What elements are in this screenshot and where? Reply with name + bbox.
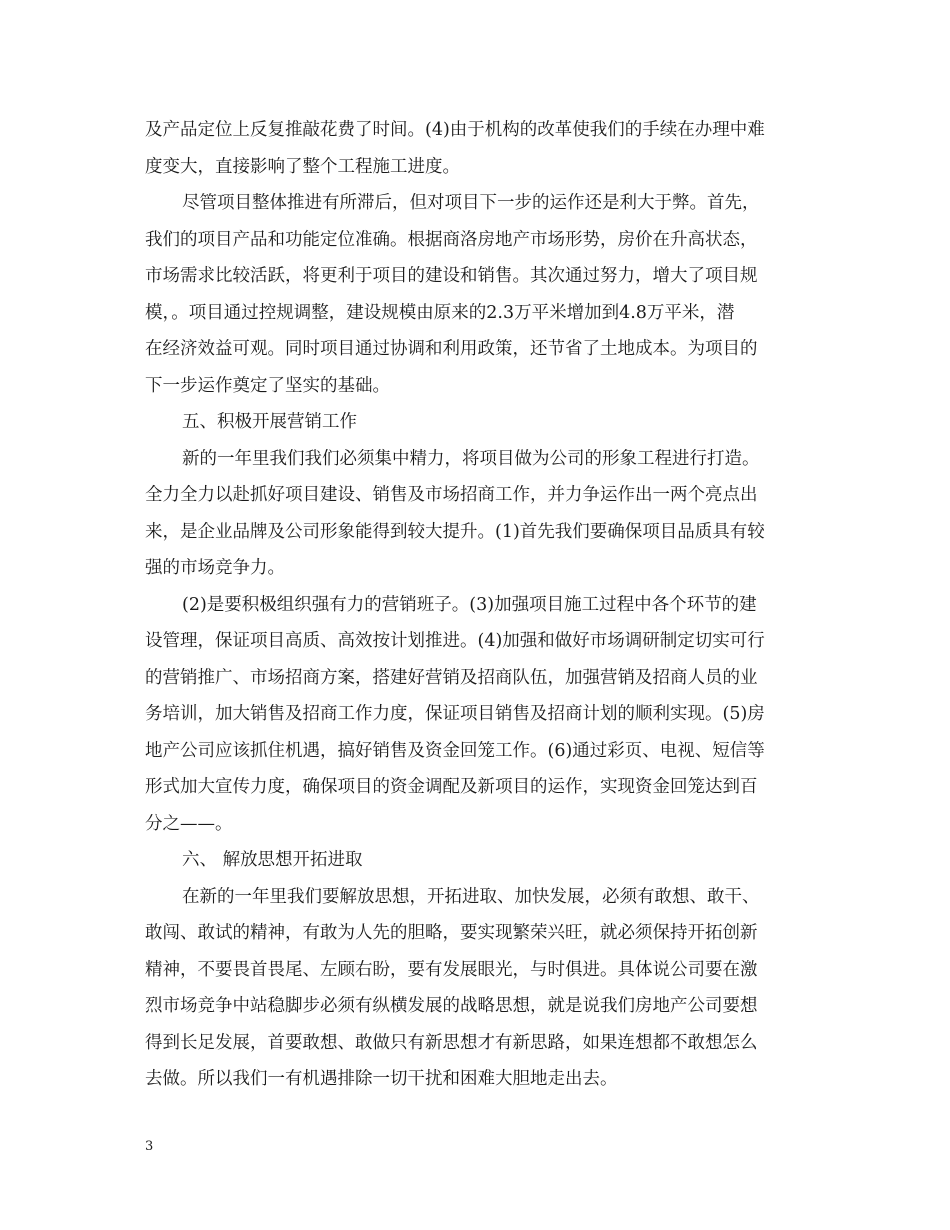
text-line: 形式加大宣传力度，确保项目的资金调配及新项目的运作，实现资金回笼达到百 xyxy=(145,777,758,797)
text-line: 新的一年里我们我们必须集中精力，将项目做为公司的形象工程进行打造。 xyxy=(182,448,760,469)
text-line: 在经济效益可观。同时项目通过协调和利用政策，还节省了土地成本。为项目的 xyxy=(145,339,758,359)
text-line: 精神，不要畏首畏尾、左顾右盼，要有发展眼光，与时俱进。具体说公司要在激 xyxy=(145,959,758,980)
text-line: 来，是企业品牌及公司形象能得到较大提升。(1)首先我们要确保项目品质具有较 xyxy=(145,521,765,542)
text-line: (2)是要积极组织强有力的营销班子。(3)加强项目施工过程中各个环节的建 xyxy=(182,594,757,615)
text-line: 敢闯、敢试的精神，有敢为人先的胆略，要实现繁荣兴旺，就必须保持开拓创新 xyxy=(145,923,758,943)
text-line: 设管理，保证项目高质、高效按计划推进。(4)加强和做好市场调研制定切实可行 xyxy=(145,631,765,651)
text-line: 市场需求比较活跃，将更利于项目的建设和销售。其次通过努力，增大了项目规 xyxy=(145,266,758,286)
text-line: 五、积极开展营销工作 xyxy=(182,412,357,432)
text-line: 下一步运作奠定了坚实的基础。 xyxy=(145,375,390,396)
text-line: 的营销推广、市场招商方案，搭建好营销及招商队伍，加强营销及招商人员的业 xyxy=(145,667,758,688)
text-line: 务培训，加大销售及招商工作力度，保证项目销售及招商计划的顺利实现。(5)房 xyxy=(145,704,765,724)
text-line: 我们的项目产品和功能定位准确。根据商洛房地产市场形势，房价在升高状态， xyxy=(145,229,758,250)
text-line: 去做。所以我们一有机遇排除一切干扰和困难大胆地走出去。 xyxy=(145,1069,618,1089)
text-line: 分之——。 xyxy=(145,813,233,834)
text-line: 及产品定位上反复推敲花费了时间。(4)由于机构的改革使我们的手续在办理中难 xyxy=(145,120,765,140)
text-line: 六、 解放思想开拓进取 xyxy=(182,850,363,870)
text-line: 烈市场竞争中站稳脚步必须有纵横发展的战略思想，就是说我们房地产公司要想 xyxy=(145,996,758,1016)
text-line: 度变大，直接影响了整个工程施工进度。 xyxy=(145,156,460,177)
text-line: 尽管项目整体推进有所滞后，但对项目下一步的运作还是利大于弊。首先， xyxy=(182,193,760,213)
document-body xyxy=(145,112,807,1098)
text-line: 全力全力以赴抓好项目建设、销售及市场招商工作，并力争运作出一两个亮点出 xyxy=(145,485,758,505)
text-line: 地产公司应该抓住机遇，搞好销售及资金回笼工作。(6)通过彩页、电视、短信等 xyxy=(145,740,765,761)
text-line: 在新的一年里我们要解放思想，开拓进取、加快发展，必须有敢想、敢干、 xyxy=(182,886,760,907)
page-number: 3 xyxy=(145,1139,154,1154)
text-line: 模，。项目通过控规调整，建设规模由原来的2.3万平米增加到4.8万平米，潜 xyxy=(145,302,735,323)
text-line: 得到长足发展，首要敢想、敢做只有新思想才有新思路，如果连想都不敢想怎么 xyxy=(145,1032,758,1053)
text-line: 强的市场竞争力。 xyxy=(145,558,285,578)
